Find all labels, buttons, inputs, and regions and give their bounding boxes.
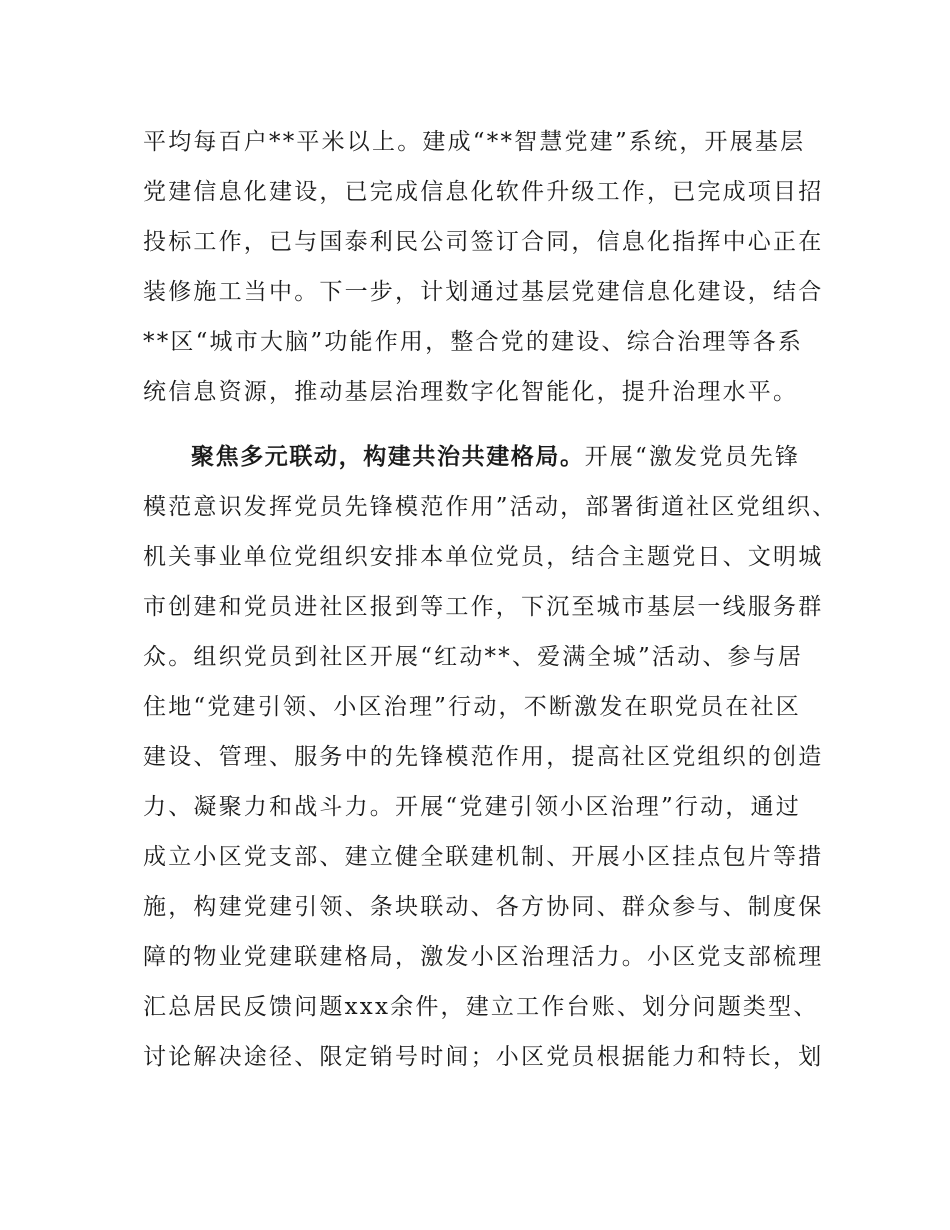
paragraph-2 xyxy=(143,432,838,1082)
text-line: 众。组织党员到社区开展“红动**、爱满全城”活动、参与居 xyxy=(143,644,804,670)
text-line: 机关事业单位党组织安排本单位党员，结合主题党日、文明城 xyxy=(143,544,824,570)
text-line: 成立小区党支部、建立健全联建机制、开展小区挂点包片等措 xyxy=(143,844,824,870)
text-line: 市创建和党员进社区报到等工作，下沉至城市基层一线服务群 xyxy=(143,594,824,620)
text-run: 开展“激发党员先锋 xyxy=(584,444,801,470)
text-line: 汇总居民反馈问题xxx余件，建立工作台账、划分问题类型、 xyxy=(143,994,819,1020)
text-line: 平均每百户**平米以上。建成“**智慧党建”系统，开展基层 xyxy=(143,129,806,155)
paragraph-heading: 聚焦多元联动，构建共治共建格局。 xyxy=(191,444,585,470)
text-line: 讨论解决途径、限定销号时间；小区党员根据能力和特长，划 xyxy=(143,1044,824,1070)
paragraph-first-line xyxy=(143,432,823,482)
text-line: 力、凝聚力和战斗力。开展“党建引领小区治理”行动，通过 xyxy=(143,794,801,820)
text-line: 障的物业党建联建格局，激发小区治理活力。小区党支部梳理 xyxy=(143,944,824,970)
text-line: 模范意识发挥党员先锋模范作用”活动，部署街道社区党组织、 xyxy=(143,494,838,520)
text-line: 党建信息化建设，已完成信息化软件升级工作，已完成项目招 xyxy=(143,179,824,205)
text-line: 投标工作，已与国泰利民公司签订合同，信息化指挥中心正在 xyxy=(143,229,824,255)
text-line: 住地“党建引领、小区治理”行动，不断激发在职党员在社区 xyxy=(143,694,801,720)
text-line: 统信息资源，推动基层治理数字化智能化，提升治理水平。 xyxy=(143,379,799,405)
paragraph-1 xyxy=(143,117,823,417)
text-line: 装修施工当中。下一步，计划通过基层党建信息化建设，结合 xyxy=(143,279,824,305)
text-line: 建设、管理、服务中的先锋模范作用，提高社区党组织的创造 xyxy=(143,744,824,770)
text-line: 施，构建党建引领、条块联动、各方协同、群众参与、制度保 xyxy=(143,894,824,920)
text-line: **区“城市大脑”功能作用，整合党的建设、综合治理等各系 xyxy=(143,329,804,355)
